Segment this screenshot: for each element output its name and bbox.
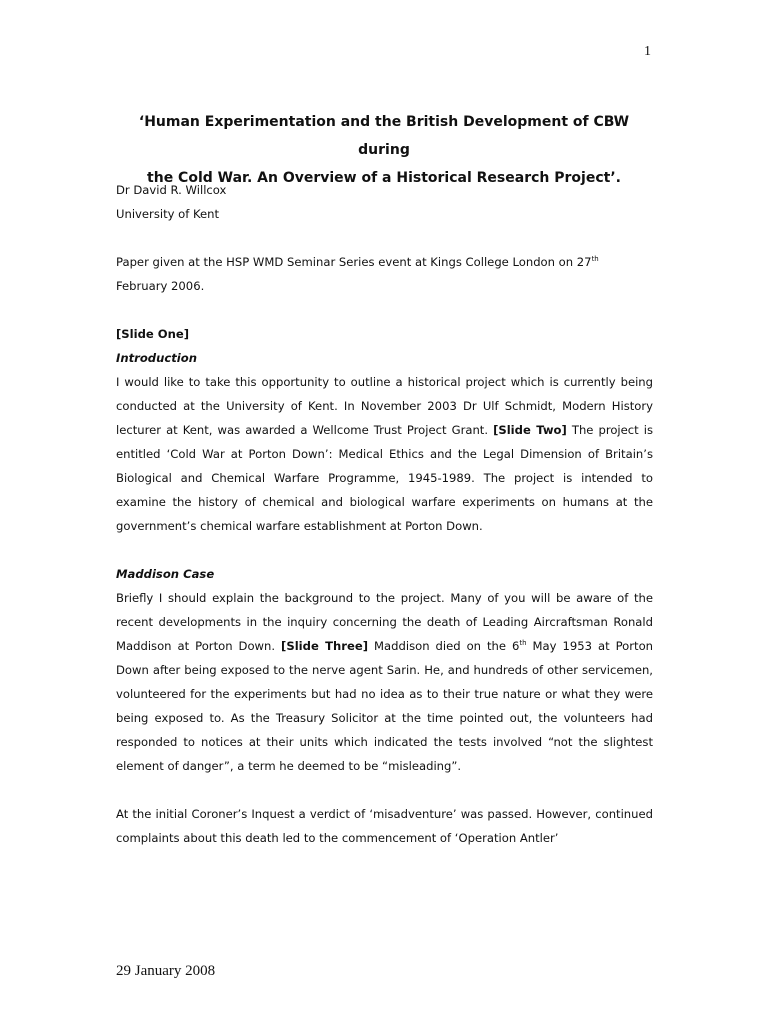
introduction-heading: Introduction <box>116 351 197 365</box>
slide-one-marker <box>116 322 653 346</box>
introduction-paragraph <box>116 370 653 538</box>
maddison-sup: th <box>519 639 527 648</box>
slide-two-label: [Slide Two] <box>493 423 567 437</box>
title-line-2: the Cold War. An Overview of a Historical Research Project’. <box>147 170 621 186</box>
intro-text-b: The project is entitled ‘Cold War at Porton Down’: Medical Ethics and the Legal Dimension of Britain’s Biological and Chemical Warfare Programme, 1945-1989. The project is intended to examine the history of chemical and biological warfare experiments on humans at the government’s chemical warfare establishment at Porton Down. <box>116 423 654 533</box>
intro-text-a: I would like to take this opportunity to outline a historical project which is currently being conducted at the University of Kent. In November 2003 Dr Ulf Schmidt, Modern History lecturer at Kent, was awarded a Wellcome Trust Project Grant. <box>116 375 653 437</box>
maddison-paragraph-2: At the initial Coroner’s Inquest a verdict of ‘misadventure’ was passed. However, continued complaints about this death led to the commencement of ‘Operation Antler’ <box>116 807 653 845</box>
slide-three-label: [Slide Three] <box>281 639 369 653</box>
footer-date: 29 January 2008 <box>116 963 216 979</box>
maddison-text-a: Briefly I should explain the background to the project. Many of you will be aware of the recent developments in the inquiry concerning the death of Leading Aircraftsman Ronald Maddison at Porton Down. <box>116 591 653 653</box>
author-name: Dr David R. Willcox <box>116 183 227 197</box>
slide-one-label: [Slide One] <box>116 327 190 341</box>
paper-note-sup: th <box>591 255 599 264</box>
maddison-paragraph-1 <box>116 586 653 778</box>
author-affiliation: University of Kent <box>116 207 220 221</box>
maddison-text-c: May 1953 at Porton Down after being exposed to the nerve agent Sarin. He, and hundreds of other servicemen, volunteered for the experiments but had no idea as to their true nature or what they were being exposed to. As the Treasury Solicitor at the time pointed out, the volunteers had responded to notices at their units which indicated the tests involved “not the slightest element of danger”, a term he deemed to be “misleading”. <box>116 639 654 773</box>
paper-note-tail: February 2006. <box>116 279 205 293</box>
paper-note <box>116 250 653 298</box>
maddison-case-heading: Maddison Case <box>116 567 215 581</box>
document-body <box>116 178 653 850</box>
maddison-text-b: Maddison died on the 6 <box>368 639 520 653</box>
paper-note-text: Paper given at the HSP WMD Seminar Series event at Kings College London on 27 <box>116 255 592 269</box>
page-number: 1 <box>644 44 651 59</box>
title-line-1: ‘Human Experimentation and the British Development of CBW during <box>138 114 630 158</box>
